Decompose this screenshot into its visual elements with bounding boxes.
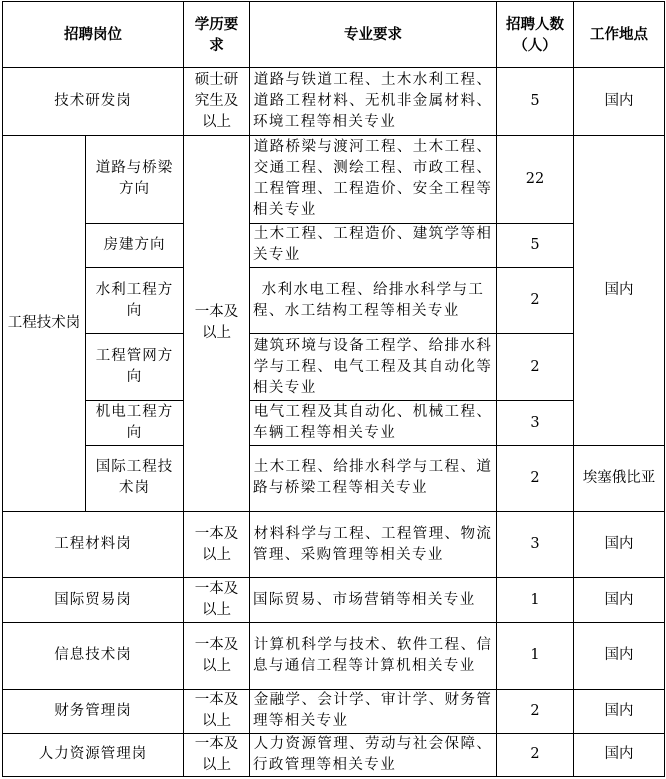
header-location: 工作地点	[574, 2, 665, 68]
count-cell: 2	[497, 733, 574, 776]
location-cell: 国内	[574, 135, 665, 445]
direction-cell: 道路与桥梁方向	[86, 135, 184, 223]
education-cell: 一本及以上	[184, 689, 250, 733]
education-cell: 一本及以上	[184, 623, 250, 689]
direction-cell: 房建方向	[86, 223, 184, 267]
table-row	[3, 578, 665, 623]
location-cell: 国内	[574, 733, 665, 776]
education-cell: 一本及以上	[184, 511, 250, 577]
position-cell: 国际贸易岗	[3, 578, 184, 623]
major-cell: 水利水电工程、给排水科学与工程、水工结构工程等相关专业	[250, 267, 497, 333]
count-cell: 22	[497, 135, 574, 223]
table-row	[3, 68, 665, 135]
header-count: 招聘人数（人）	[497, 2, 574, 68]
major-cell: 建筑环境与设备工程学、给排水科学与工程、电气工程及其自动化等相关专业	[250, 334, 497, 401]
location-cell: 国内	[574, 511, 665, 577]
header-row	[3, 2, 665, 68]
major-cell: 土木工程、工程造价、建筑学等相关专业	[250, 223, 497, 267]
count-cell: 5	[497, 223, 574, 267]
table-row	[3, 623, 665, 689]
header-education: 学历要求	[184, 2, 250, 68]
major-cell: 电气工程及其自动化、机械工程、车辆工程等相关专业	[250, 401, 497, 445]
header-major: 专业要求	[250, 2, 497, 68]
education-cell: 一本及以上	[184, 135, 250, 511]
count-cell: 1	[497, 578, 574, 623]
count-cell: 1	[497, 623, 574, 689]
table-row	[3, 401, 665, 445]
major-cell: 国际贸易、市场营销等相关专业	[250, 578, 497, 623]
location-cell: 国内	[574, 623, 665, 689]
count-cell: 5	[497, 68, 574, 135]
direction-cell: 机电工程方向	[86, 401, 184, 445]
group-position-cell: 工程技术岗	[3, 135, 86, 511]
table-row	[3, 223, 665, 267]
direction-cell: 水利工程方向	[86, 267, 184, 333]
education-cell: 硕士研究生及以上	[184, 68, 250, 135]
major-cell: 道路桥梁与渡河工程、土木工程、交通工程、测绘工程、市政工程、工程管理、工程造价、安全工程等相关专业	[250, 135, 497, 223]
major-cell: 土木工程、给排水科学与工程、道路与桥梁工程等相关专业	[250, 445, 497, 511]
position-cell: 财务管理岗	[3, 689, 184, 733]
major-cell: 人力资源管理、劳动与社会保障、行政管理等相关专业	[250, 733, 497, 776]
education-cell: 一本及以上	[184, 578, 250, 623]
count-cell: 2	[497, 445, 574, 511]
header-position: 招聘岗位	[3, 2, 184, 68]
count-cell: 2	[497, 267, 574, 333]
location-cell: 国内	[574, 689, 665, 733]
location-cell: 国内	[574, 68, 665, 135]
table-row	[3, 733, 665, 776]
count-cell: 3	[497, 401, 574, 445]
count-cell: 2	[497, 334, 574, 401]
major-cell: 材料科学与工程、工程管理、物流管理、采购管理等相关专业	[250, 511, 497, 577]
major-cell: 金融学、会计学、审计学、财务管理等相关专业	[250, 689, 497, 733]
table-row	[3, 511, 665, 577]
direction-cell: 国际工程技术岗	[86, 445, 184, 511]
table-row	[3, 689, 665, 733]
major-cell: 计算机科学与技术、软件工程、信息与通信工程等计算机相关专业	[250, 623, 497, 689]
table-row	[3, 267, 665, 333]
recruitment-table	[2, 1, 665, 777]
table-row	[3, 135, 665, 223]
position-cell: 人力资源管理岗	[3, 733, 184, 776]
position-cell: 工程材料岗	[3, 511, 184, 577]
position-cell: 信息技术岗	[3, 623, 184, 689]
direction-cell: 工程管网方向	[86, 334, 184, 401]
table-row	[3, 445, 665, 511]
position-cell: 技术研发岗	[3, 68, 184, 135]
major-cell: 道路与铁道工程、土木水利工程、道路工程材料、无机非金属材料、环境工程等相关专业	[250, 68, 497, 135]
count-cell: 3	[497, 511, 574, 577]
location-cell: 埃塞俄比亚	[574, 445, 665, 511]
table-row	[3, 334, 665, 401]
location-cell: 国内	[574, 578, 665, 623]
count-cell: 2	[497, 689, 574, 733]
education-cell: 一本及以上	[184, 733, 250, 776]
